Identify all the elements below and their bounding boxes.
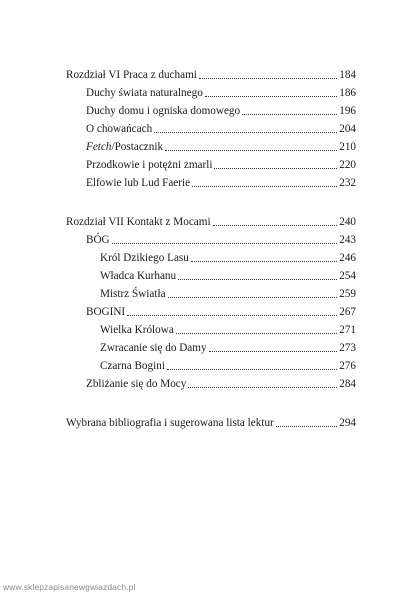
- dot-leader: [213, 224, 338, 226]
- dot-leader: [192, 185, 337, 187]
- toc-page-number: 240: [339, 216, 356, 228]
- dot-leader: [127, 314, 337, 316]
- dot-leader: [154, 131, 337, 133]
- toc-entry-label: Rozdział VI Praca z duchami: [66, 69, 197, 81]
- shop-watermark: www.sklepzapisanewgwiazdach.pl: [3, 582, 136, 592]
- toc-entry-sub: [100, 269, 356, 283]
- toc-entry-label: Wielka Królowa: [100, 324, 174, 336]
- toc-entry-label: Duchy domu i ogniska domowego: [86, 105, 241, 117]
- toc-entry-sub: [100, 341, 356, 355]
- toc-entry-label-italic: Fetch: [86, 141, 112, 153]
- toc-page-number: 259: [339, 288, 356, 300]
- toc-entry: [86, 86, 356, 100]
- toc-entry-label: Wybrana bibliografia i sugerowana lista lektur: [66, 417, 274, 429]
- toc-entry-label: BÓG: [86, 234, 110, 246]
- toc-entry-sub: [100, 323, 356, 337]
- toc-page-number: 276: [339, 360, 356, 372]
- dot-leader: [112, 242, 338, 244]
- toc-entry-label: Rozdział VII Kontakt z Mocami: [66, 216, 211, 228]
- toc-entry: [86, 176, 356, 190]
- toc-page-number: 267: [339, 306, 356, 318]
- toc-page-number: 246: [339, 252, 356, 264]
- toc-entry: [86, 233, 356, 247]
- toc-entry-label: Elfowie lub Lud Faerie: [86, 177, 191, 189]
- toc-page-number: 294: [339, 417, 356, 429]
- toc-page-number: 220: [339, 159, 356, 171]
- toc-entry: [86, 104, 356, 118]
- dot-leader: [242, 113, 337, 115]
- toc-page-number: 271: [339, 324, 356, 336]
- dot-leader: [178, 278, 337, 280]
- toc-entry-label: Władca Kurhanu: [100, 270, 177, 282]
- toc-entry: [86, 305, 356, 319]
- dot-leader: [165, 149, 337, 151]
- toc-entry-label: O chowańcach: [86, 123, 153, 135]
- toc-entry-chapter-6: [66, 68, 356, 82]
- dot-leader: [188, 386, 337, 388]
- toc-entry-label-rest: /Postacznik: [111, 141, 164, 153]
- toc-entry: [86, 158, 356, 172]
- dot-leader: [214, 167, 337, 169]
- toc-entry: [86, 122, 356, 136]
- toc-page-number: 243: [339, 234, 356, 246]
- toc-page-number: 273: [339, 342, 356, 354]
- toc-entry: [86, 377, 356, 391]
- toc-entry: [86, 140, 356, 154]
- dot-leader: [199, 77, 337, 79]
- toc-entry-label: Król Dzikiego Lasu: [100, 252, 189, 264]
- toc-page-number: 232: [339, 177, 356, 189]
- dot-leader: [205, 95, 337, 97]
- dot-leader: [191, 260, 337, 262]
- toc-entry-sub: [100, 251, 356, 265]
- toc-page-number: 284: [339, 378, 356, 390]
- dot-leader: [209, 350, 338, 352]
- toc-entry-label: BOGINI: [86, 306, 126, 318]
- toc-entry-chapter-7: [66, 215, 356, 229]
- toc-entry-label: Przodkowie i potężni zmarli: [86, 159, 213, 171]
- toc-page-number: 204: [339, 123, 356, 135]
- toc-entry-label: Zwracanie się do Damy: [100, 342, 207, 354]
- toc-page-number: 184: [339, 69, 356, 81]
- toc-entry-label: Zbliżanie się do Mocy: [86, 378, 187, 390]
- toc-entry-sub: [100, 359, 356, 373]
- toc-entry-label: Czarna Bogini: [100, 360, 165, 372]
- toc-entry-sub: [100, 287, 356, 301]
- toc-page-number: 210: [339, 141, 356, 153]
- dot-leader: [168, 296, 338, 298]
- dot-leader: [176, 332, 337, 334]
- toc-entry-label: Duchy świata naturalnego: [86, 87, 203, 99]
- toc-page-number: 254: [339, 270, 356, 282]
- toc-entry-label: [86, 140, 163, 154]
- toc-page-number: 186: [339, 87, 356, 99]
- dot-leader: [167, 368, 337, 370]
- dot-leader: [276, 425, 337, 427]
- toc-entry-label: Mistrz Światła: [100, 288, 166, 300]
- toc-page-number: 196: [339, 105, 356, 117]
- toc-entry-bibliography: [66, 416, 356, 430]
